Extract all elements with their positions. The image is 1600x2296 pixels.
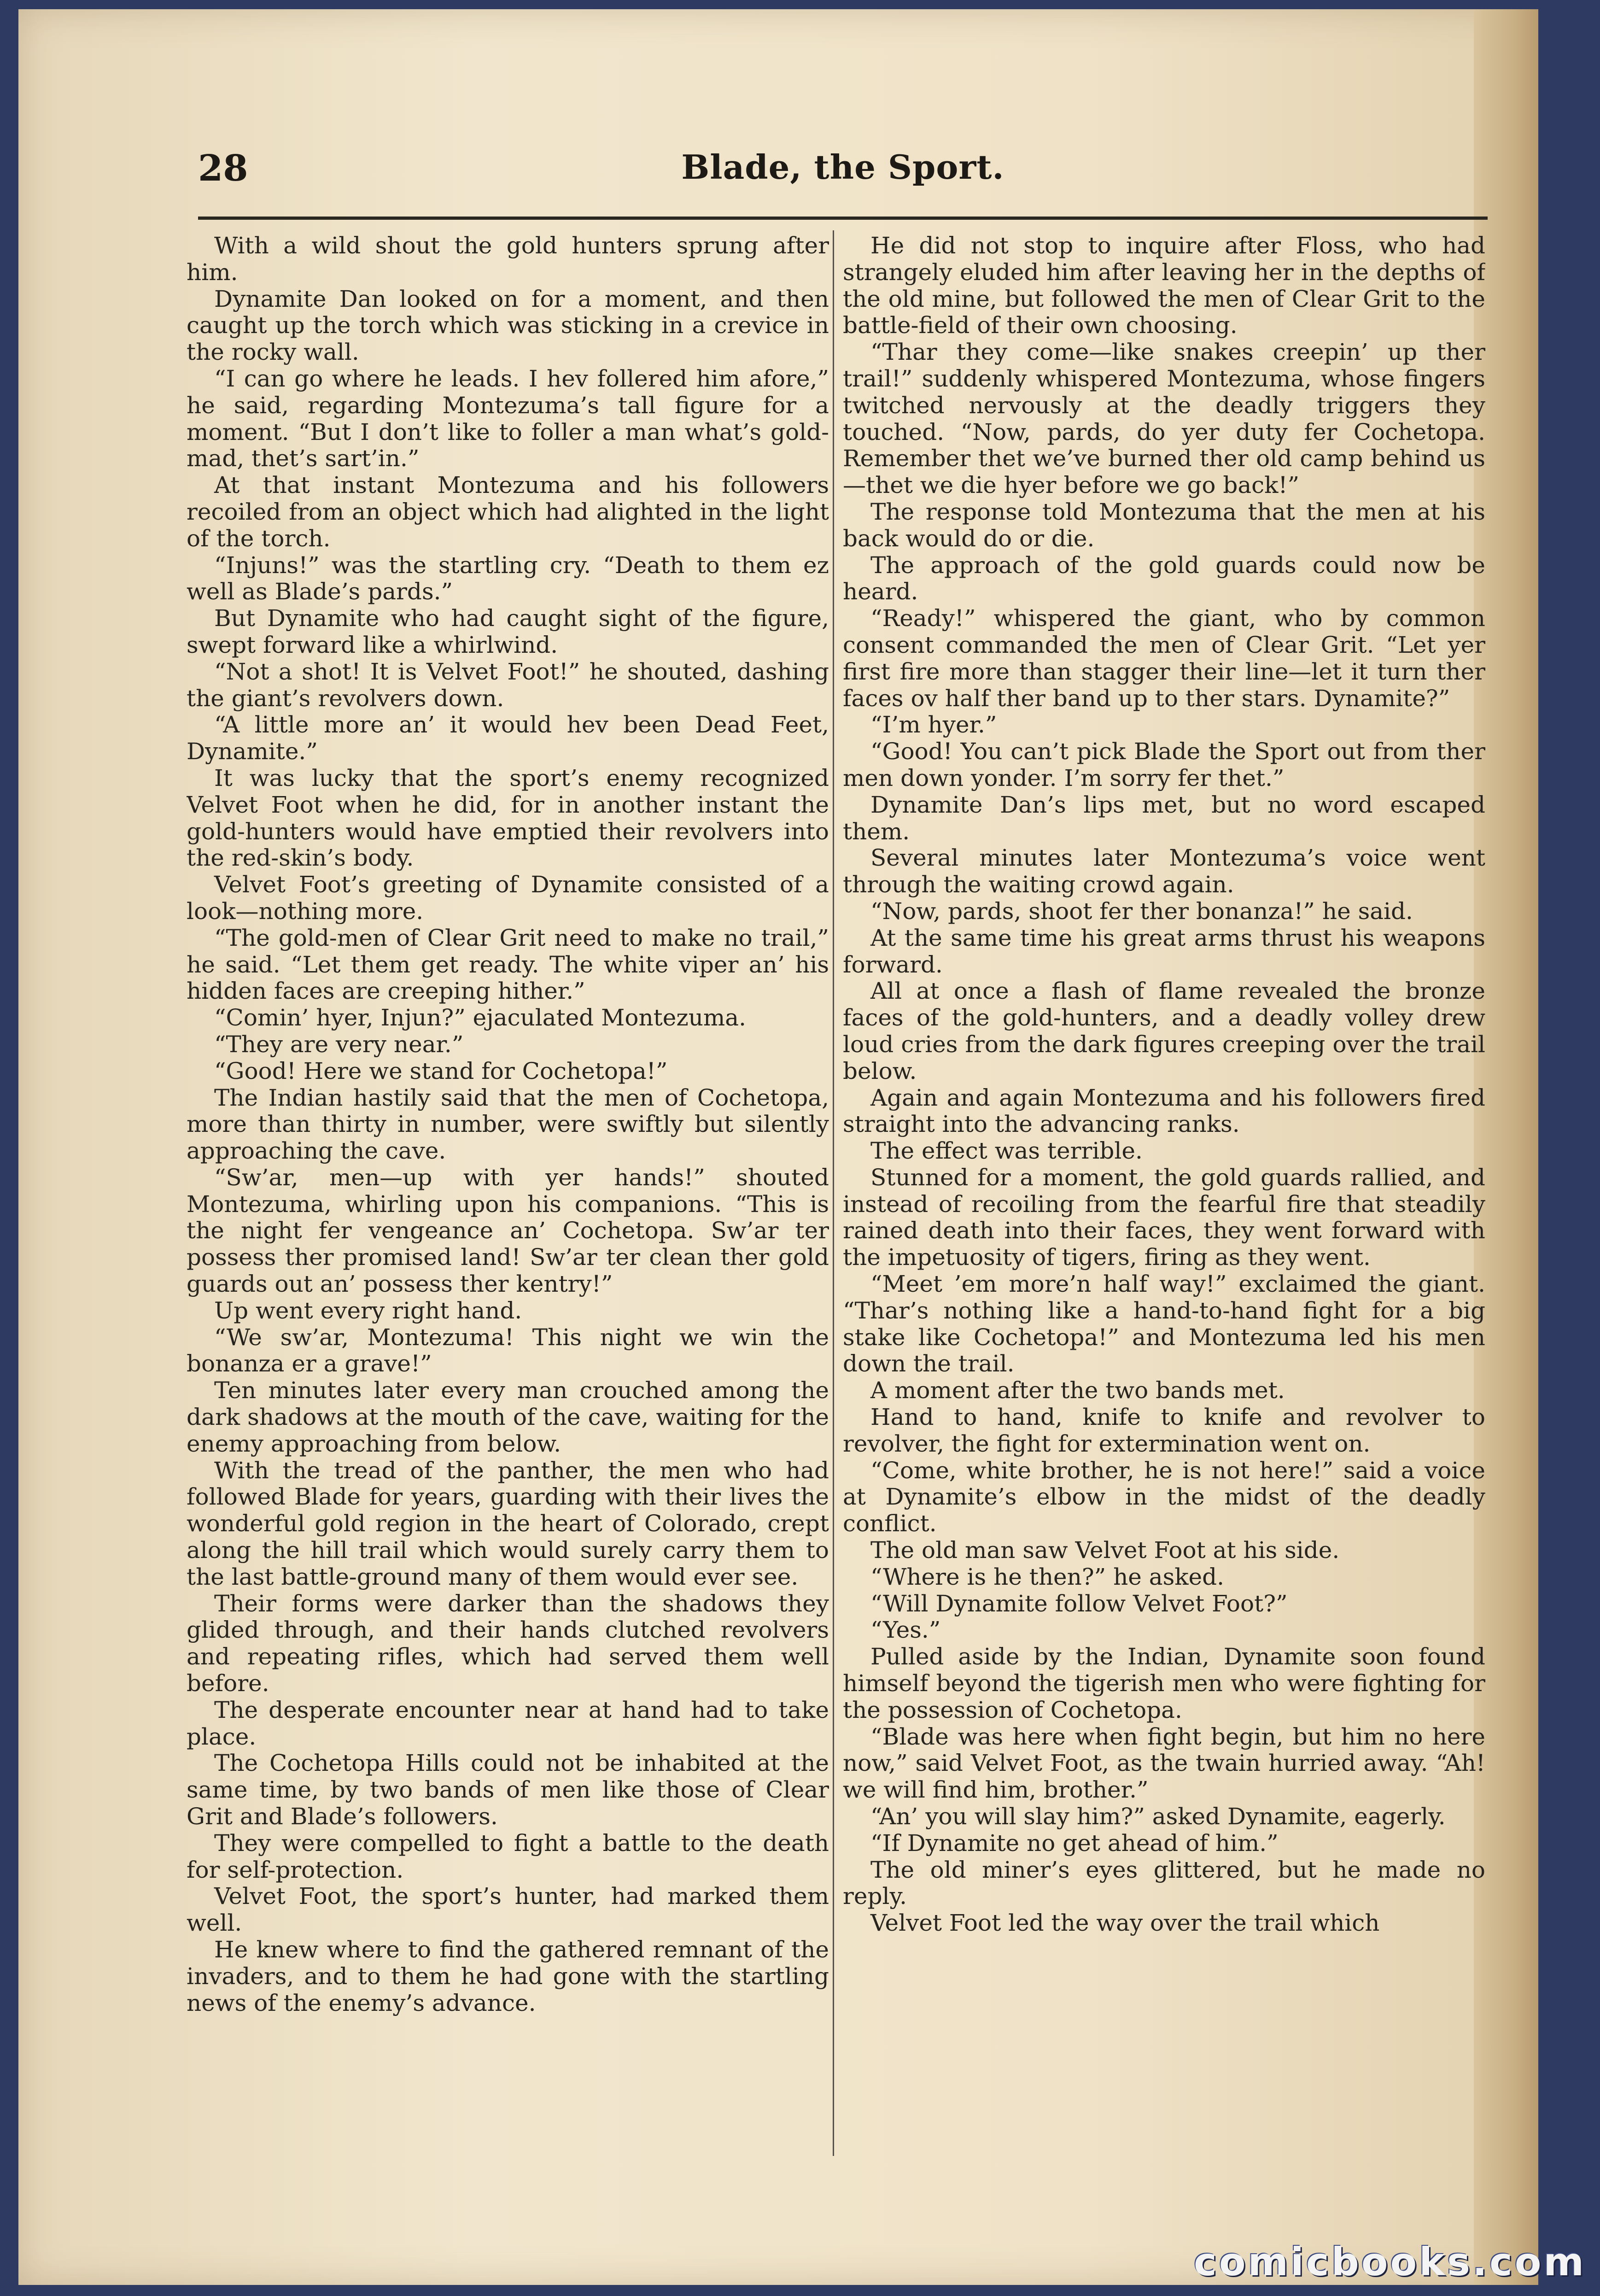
paragraph: He knew where to find the gathered remnant of the invaders, and to them he had gone with the startling news of the enemy’s advance. (187, 1936, 829, 2016)
paragraph: “Good! You can’t pick Blade the Sport out from ther men down yonder. I’m sorry fer thet.” (843, 738, 1485, 791)
paragraph: Again and again Montezuma and his followers fired straight into the advancing ranks. (843, 1084, 1485, 1138)
paragraph: “Where is he then?” he asked. (870, 1563, 1225, 1590)
paragraph: Stunned for a moment, the gold guards rallied, and instead of recoiling from the fearful fire that steadily rained death into their faces, they went forward with the impetuosity of tigers, firing as they went. (843, 1164, 1485, 1271)
paragraph: “Injuns!” was the startling cry. “Death to them ez well as Blade’s pards.” (187, 551, 829, 605)
paragraph: “Ready!” whispered the giant, who by common consent commanded the men of Clear Grit. “Let yer first fire more than stagger their line—let it turn ther faces ov half ther band up to ther stars. Dynamite?” (843, 605, 1485, 712)
paragraph: The Indian hastily said that the men of Cochetopa, more than thirty in number, were swiftly but silently approaching the cave. (187, 1084, 829, 1165)
paragraph: Their forms were darker than the shadows they glided through, and their hands clutched revolvers and repeating rifles, which had served them well before. (187, 1590, 829, 1697)
paragraph: Velvet Foot, the sport’s hunter, had marked them well. (187, 1883, 829, 1937)
running-title: Blade, the Sport. (681, 147, 1004, 187)
paragraph: Up went every right hand. (214, 1297, 522, 1324)
watermark: comicbooks.com (1194, 2239, 1586, 2284)
paragraph: He did not stop to inquire after Floss, who had strangely eluded him after leaving her in the depths of the old mine, but followed the men of Clear Grit to the battle-field of their own choosing. (843, 233, 1485, 339)
paragraph: Velvet Foot led the way over the trail which (870, 1909, 1380, 1937)
paragraph: The approach of the gold guards could now be heard. (843, 551, 1485, 605)
paragraph: Dynamite Dan’s lips met, but no word escaped them. (843, 791, 1485, 845)
paragraph: “The gold-men of Clear Grit need to make no trail,” he said. “Let them get ready. The white viper an’ his hidden faces are creeping hither.” (187, 924, 829, 1005)
paragraph: Pulled aside by the Indian, Dynamite soon found himself beyond the tigerish men who were fighting for the possession of Cochetopa. (843, 1643, 1485, 1723)
paragraph: “Comin’ hyer, Injun?” ejaculated Montezuma. (214, 1004, 747, 1031)
paragraph: Hand to hand, knife to knife and revolver to revolver, the fight for extermination went on. (843, 1404, 1485, 1457)
header-rule (198, 217, 1488, 220)
paragraph: The effect was terrible. (870, 1137, 1143, 1165)
paragraph: They were compelled to fight a battle to the death for self-protection. (187, 1829, 829, 1883)
paragraph: Dynamite Dan looked on for a moment, and then caught up the torch which was sticking in a crevice in the rocky wall. (187, 285, 829, 366)
paragraph: With the tread of the panther, the men who had followed Blade for years, guarding with their lives the wonderful gold region in the heart of Colorado, crept along the hill trail which would surely carry them to the last battle-ground many of them would ever see. (187, 1457, 829, 1590)
paragraph: At that instant Montezuma and his followers recoiled from an object which had alighted in the light of the torch. (187, 472, 829, 552)
paragraph: Ten minutes later every man crouched among the dark shadows at the mouth of the cave, waiting for the enemy approaching from below. (187, 1377, 829, 1457)
paragraph: The Cochetopa Hills could not be inhabited at the same time, by two bands of men like those of Clear Grit and Blade’s followers. (187, 1750, 829, 1830)
left-text-column (187, 233, 829, 2181)
paragraph: “If Dynamite no get ahead of him.” (870, 1829, 1279, 1857)
paragraph: “Yes.” (870, 1617, 941, 1644)
paragraph: All at once a flash of flame revealed the bronze faces of the gold-hunters, and a deadly volley drew loud cries from the dark figures creeping over the trail below. (843, 978, 1485, 1084)
paragraph: “They are very near.” (214, 1031, 464, 1058)
paragraph: “I can go where he leads. I hev follered him afore,” he said, regarding Montezuma’s tall figure for a moment. “But I don’t like to foller a man what’s gold-mad, thet’s sart’in.” (187, 365, 829, 472)
paragraph: “We sw’ar, Montezuma! This night we win the bonanza er a grave!” (187, 1324, 829, 1377)
paragraph: The old miner’s eyes glittered, but he made no reply. (843, 1856, 1485, 1910)
paragraph: The desperate encounter near at hand had to take place. (187, 1696, 829, 1750)
page-header (198, 147, 1488, 203)
paragraph: “A little more an’ it would hev been Dead Feet, Dynamite.” (187, 711, 829, 765)
right-text-column (843, 233, 1485, 2181)
paragraph: “I’m hyer.” (870, 711, 997, 738)
paragraph: The old man saw Velvet Foot at his side. (870, 1537, 1340, 1564)
paragraph: “Will Dynamite follow Velvet Foot?” (870, 1590, 1288, 1617)
paragraph: “Thar they come—like snakes creepin’ up ther trail!” suddenly whispered Montezuma, whose fingers twitched nervously at the deadly triggers they touched. “Now, pards, do yer duty fer Cochetopa. Remember thet we’ve burned ther old camp behind us—thet we die hyer before we go back!” (843, 339, 1485, 499)
paragraph: “An’ you will slay him?” asked Dynamite, eagerly. (870, 1803, 1446, 1830)
paragraph: Several minutes later Montezuma’s voice went through the waiting crowd again. (843, 844, 1485, 898)
paragraph: It was lucky that the sport’s enemy recognized Velvet Foot when he did, for in another instant the gold-hunters would have emptied their revolvers into the red-skin’s body. (187, 764, 829, 872)
paragraph: With a wild shout the gold hunters sprung after him. (187, 233, 829, 286)
paragraph: “Meet ’em more’n half way!” exclaimed the giant. “Thar’s nothing like a hand-to-hand fight for a big stake like Cochetopa!” and Montezuma led his men down the trail. (843, 1271, 1485, 1377)
paragraph: A moment after the two bands met. (870, 1377, 1285, 1404)
paragraph: But Dynamite who had caught sight of the figure, swept forward like a whirlwind. (187, 605, 829, 658)
paragraph: The response told Montezuma that the men at his back would do or die. (843, 498, 1485, 552)
paragraph: “Come, white brother, he is not here!” said a voice at Dynamite’s elbow in the midst of the deadly conflict. (843, 1457, 1485, 1537)
paragraph: “Blade was here when fight begin, but him no here now,” said Velvet Foot, as the twain hurried away. “Ah! we will find him, brother.” (843, 1723, 1485, 1804)
paragraph: At the same time his great arms thrust his weapons forward. (843, 924, 1485, 978)
column-divider (833, 230, 834, 2156)
paragraph: “Not a shot! It is Velvet Foot!” he shouted, dashing the giant’s revolvers down. (187, 658, 829, 712)
paragraph: “Good! Here we stand for Cochetopa!” (214, 1057, 668, 1084)
paragraph: Velvet Foot’s greeting of Dynamite consisted of a look—nothing more. (187, 871, 829, 925)
paragraph: “Now, pards, shoot fer ther bonanza!” he said. (870, 897, 1413, 925)
page-number: 28 (198, 147, 248, 189)
paragraph: “Sw’ar, men—up with yer hands!” shouted Montezuma, whirling upon his companions. “This is the night fer vengeance an’ Cochetopa. Sw’ar ter possess ther promised land! Sw’ar ter clean ther gold guards out an’ possess ther kentry!” (187, 1164, 829, 1298)
